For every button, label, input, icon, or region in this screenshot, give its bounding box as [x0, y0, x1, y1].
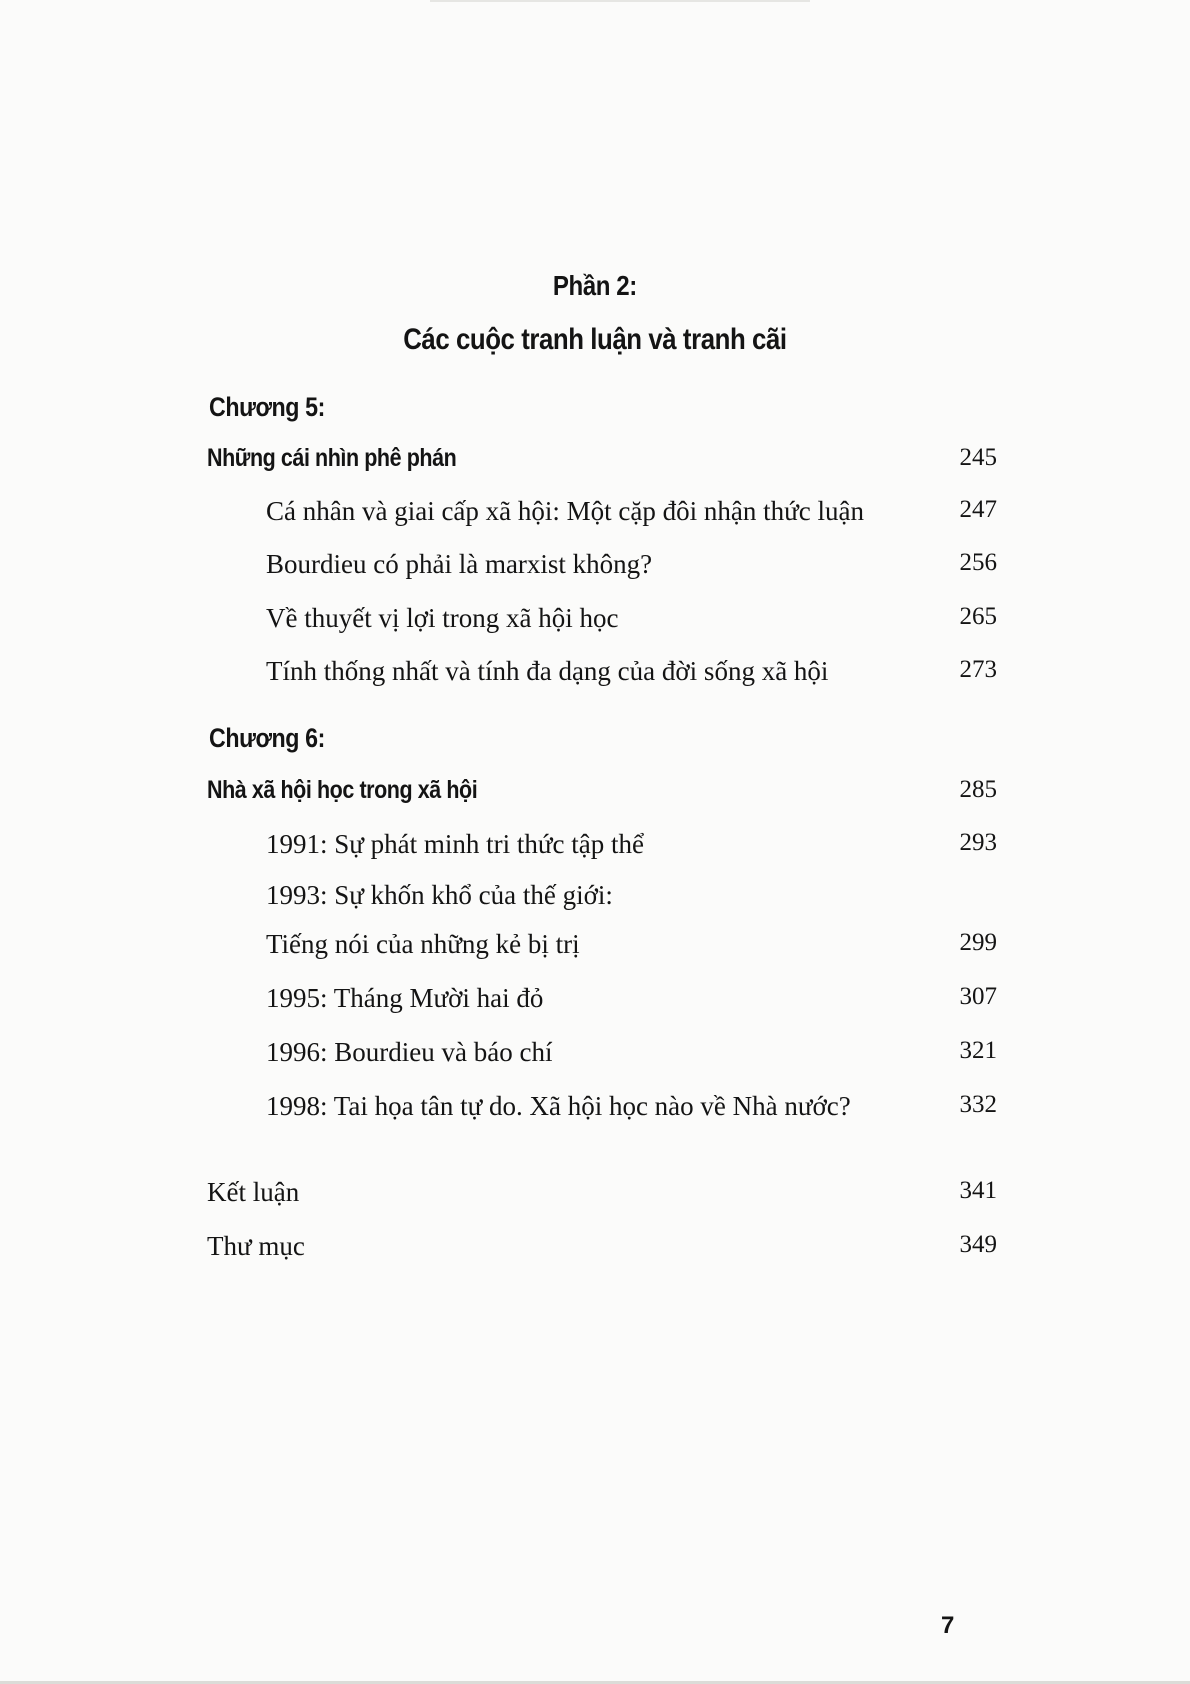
part-label-text: Phần 2:	[553, 270, 637, 301]
toc-page-number: 285	[959, 776, 997, 803]
toc-entry-title: 1995: Tháng Mười hai đỏ	[266, 983, 544, 1013]
part-title	[0, 323, 1190, 357]
toc-page-number: 321	[959, 1037, 997, 1064]
toc-page-number: 293	[959, 829, 997, 856]
toc-entry-title: Kết luận	[207, 1177, 300, 1207]
page-folio: 7	[941, 1612, 955, 1639]
toc-page-number: 245	[959, 444, 997, 471]
toc-entry-title: Thư mục	[207, 1231, 305, 1261]
chapter-label-5	[0, 392, 1190, 432]
toc-entry-title: Bourdieu có phải là marxist không?	[266, 549, 653, 579]
toc-entry[interactable]	[0, 549, 1190, 589]
toc-page-number: 332	[959, 1091, 997, 1118]
toc-page-number: 273	[959, 656, 997, 683]
chapter-label: Chương 6:	[209, 723, 325, 753]
toc-heading-title: Nhà xã hội học trong xã hội	[207, 776, 478, 804]
chapter-label: Chương 5:	[209, 392, 325, 422]
toc-back-matter-bibliography[interactable]	[0, 1231, 1190, 1271]
toc-entry[interactable]	[0, 829, 1190, 869]
toc-entry-title: Về thuyết vị lợi trong xã hội học	[266, 603, 619, 633]
toc-page-number: 256	[959, 549, 997, 576]
toc-page-number: 265	[959, 603, 997, 630]
toc-entry-title: 1993: Sự khốn khổ của thế giới:	[266, 880, 613, 910]
toc-heading-row[interactable]	[0, 776, 1190, 816]
toc-entry-title: Cá nhân và giai cấp xã hội: Một cặp đôi nhận thức luận	[266, 496, 864, 526]
chapter-label-6	[0, 723, 1190, 763]
toc-page-number: 307	[959, 983, 997, 1010]
toc-heading-title: Những cái nhìn phê phán	[207, 444, 457, 472]
toc-entry[interactable]	[0, 656, 1190, 696]
toc-entry[interactable]	[0, 603, 1190, 643]
toc-page-number: 341	[959, 1177, 997, 1204]
toc-back-matter-conclusion[interactable]	[0, 1177, 1190, 1217]
part-title-text: Các cuộc tranh luận và tranh cãi	[403, 323, 787, 356]
toc-entry-title: 1998: Tai họa tân tự do. Xã hội học nào về Nhà nước?	[266, 1091, 851, 1121]
toc-page-number: 349	[959, 1231, 997, 1258]
toc-entry[interactable]	[0, 1037, 1190, 1077]
toc-entry-title: Tiếng nói của những kẻ bị trị	[266, 929, 580, 959]
toc-entry[interactable]	[0, 880, 1190, 920]
toc-entry[interactable]	[0, 929, 1190, 969]
toc-entry-title: Tính thống nhất và tính đa dạng của đời sống xã hội	[266, 656, 829, 686]
toc-entry[interactable]	[0, 983, 1190, 1023]
toc-page-number: 247	[959, 496, 997, 523]
part-label	[0, 270, 1190, 303]
toc-entry-title: 1996: Bourdieu và báo chí	[266, 1037, 553, 1067]
toc-entry[interactable]	[0, 1091, 1190, 1131]
toc-entry[interactable]	[0, 496, 1190, 536]
scan-edge-top	[430, 0, 810, 2]
toc-heading-row[interactable]	[0, 444, 1190, 484]
toc-entry-title: 1991: Sự phát minh tri thức tập thể	[266, 829, 644, 859]
toc-page-number: 299	[959, 929, 997, 956]
